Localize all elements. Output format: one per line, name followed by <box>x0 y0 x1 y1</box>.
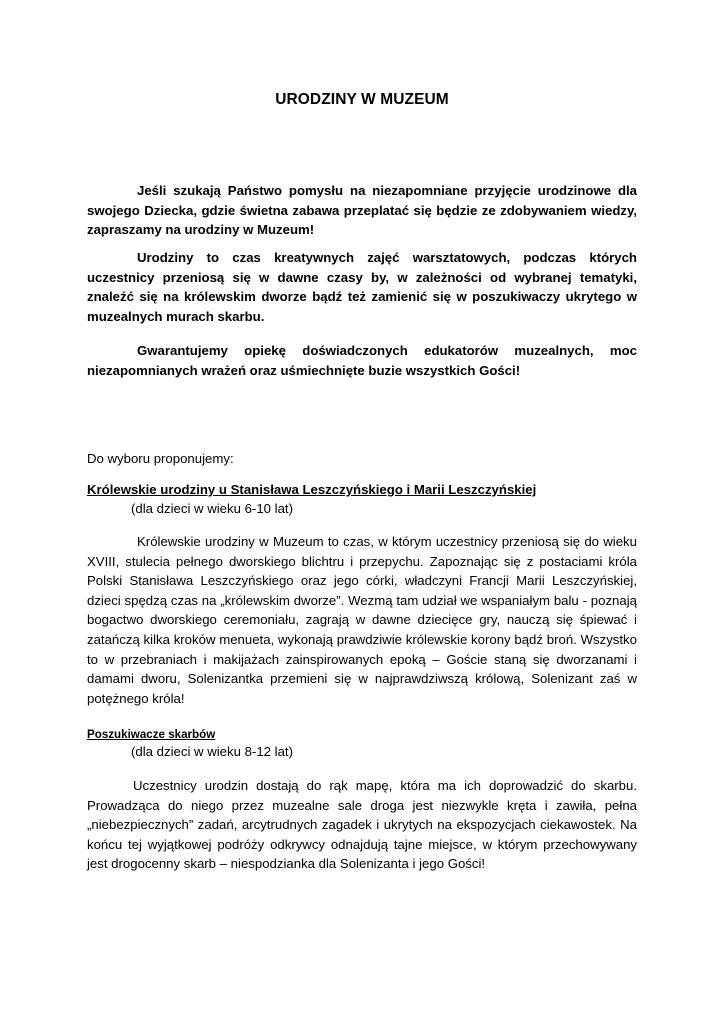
offer-intro: Do wyboru proponujemy: <box>87 451 234 466</box>
intro-paragraph-2: Urodziny to czas kreatywnych zajęć warsztatowych, podczas których uczestnicy przeniosą się w dawne czasy by, w zależności od wybranej tematyki, znaleźć się na królewskim dworze bądź też zamienić się w poszukiwaczy ukrytego w muzealnych murach skarbu. <box>87 250 637 324</box>
section-body-royal-birthday: Królewskie urodziny w Muzeum to czas, w którym uczestnicy przeniosą się do wieku XVIII, stulecia pełnego dworskiego blichtru i przepychu. Zapoznając się z postaciami króla Polski Stanisława Leszczyńskiego oraz jego córki, władczyni Francji Marii Leszczyńskiej, dzieci spędzą czas na „królewskim dworze”. Wezmą tam udział we wspaniałym balu - poznają bogactwo dworskiego ceremoniału, zagrają w dawne dziecięce gry, nauczą się śpiewać i zatańczą kilka kroków menueta, wykonają prawdziwie królewskie korony bądź broń. Wszystko to w przebraniach i makijażach zainspirowanych epoką – Goście staną się dworzanami i damami dworu, Solenizantka przemieni się w najprawdziwszą królową, Solenizant zaś w potężnego króla! <box>87 534 637 706</box>
intro-paragraph-1: Jeśli szukają Państwo pomysłu na niezapomniane przyjęcie urodzinowe dla swojego Dziecka, gdzie świetna zabawa przeplatać się będzie ze zdobywaniem wiedzy, zapraszamy na urodziny w Muzeum! <box>87 183 637 238</box>
section-age-royal-birthday: (dla dzieci w wieku 6-10 lat) <box>131 501 293 516</box>
section-body-treasure-hunters: Uczestnicy urodzin dostają do rąk mapę, która ma ich doprowadzić do skarbu. Prowadząca do niego przez muzealne sale droga jest niezwykle kręta i zawiła, pełna „niebezpiecznych” zadań, arcytrudnych zagadek i ukrytych na ekspozycjach ciekawostek. Na końcu tej wyjątkowej podróży odkrywcy odnajdują tajne miejsce, w którym przechowywany jest drogocenny skarb – niespodzianka dla Solenizanta i jego Gości! <box>87 778 637 872</box>
section-age-treasure-hunters: (dla dzieci w wieku 8-12 lat) <box>131 744 293 759</box>
intro-paragraph-3: Gwarantujemy opiekę doświadczonych edukatorów muzealnych, moc niezapomnianych wrażeń oraz uśmiechnięte buzie wszystkich Gości! <box>87 343 637 378</box>
section-heading-royal-birthday: Królewskie urodziny u Stanisława Leszczyńskiego i Marii Leszczyńskiej <box>87 482 537 497</box>
page-title: URODZINY W MUZEUM <box>275 91 449 108</box>
section-heading-treasure-hunters: Poszukiwacze skarbów <box>87 728 216 741</box>
